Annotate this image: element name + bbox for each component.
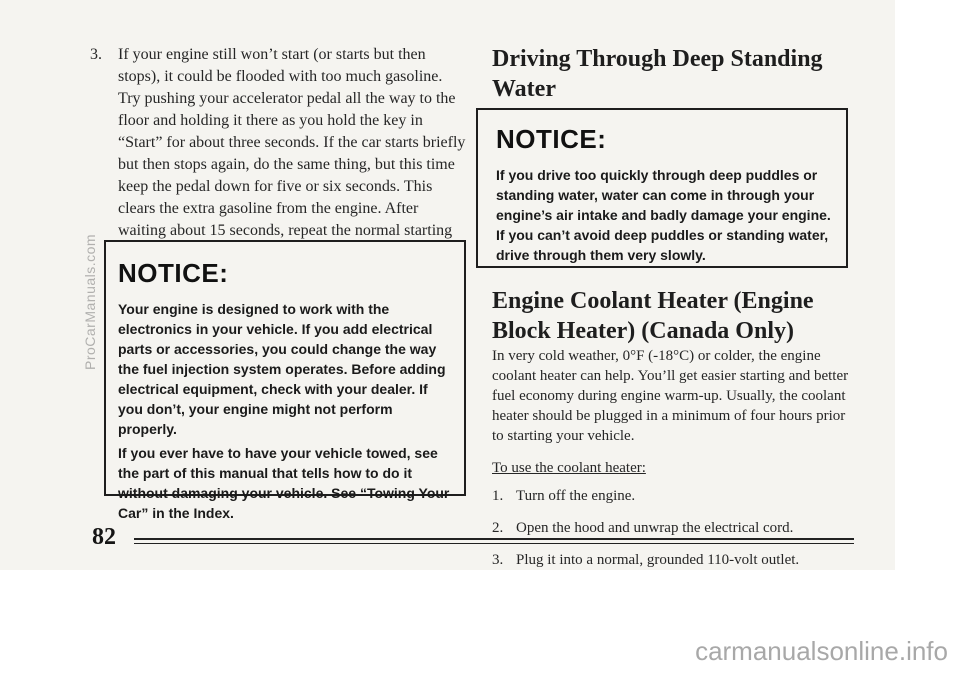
notice-paragraph-electronics: Your engine is designed to work with the electronics in your vehicle. If you add electrical parts or accessories, you could change the way the fuel injection system operates. Before adding electrical equipment, check with your dealer. If you don’t, your engine might not perform properly. <box>118 301 446 437</box>
watermark-vertical: ProCarManuals.com <box>82 233 98 370</box>
step-text: Turn off the engine. <box>516 488 636 504</box>
step-number: 2. <box>492 520 504 536</box>
list-item <box>492 486 852 506</box>
step-number: 3. <box>492 552 504 568</box>
notice-box-deep-water <box>476 108 848 268</box>
step-number: 1. <box>492 488 504 504</box>
notice-paragraph-towing: If you ever have to have your vehicle towed, see the part of this manual that tells how to do it without damaging your vehicle. See “Towing Your Car” in the Index. <box>118 445 450 521</box>
footer-rule-thin <box>134 543 854 544</box>
coolant-heater-usage-heading: To use the coolant heater: <box>492 460 646 476</box>
section-heading-deep-water: Driving Through Deep Standing Water <box>492 46 823 102</box>
coolant-heater-body: In very cold weather, 0°F (-18°C) or colder, the engine coolant heater can help. You’ll get easier starting and better fuel economy during engine warm-up. Usually, the coolant heater should be plugged in a minimum of four hours prior to starting your vehicle. <box>492 348 849 444</box>
step-text: Plug it into a normal, grounded 110-volt outlet. <box>516 552 800 568</box>
coolant-heater-steps <box>492 486 852 570</box>
list-item <box>492 550 852 570</box>
notice-title: NOTICE: <box>118 258 229 288</box>
section-heading-coolant-heater: Engine Coolant Heater (Engine Block Heater) (Canada Only) <box>492 288 814 344</box>
list-item <box>492 518 852 538</box>
notice-title: NOTICE: <box>496 124 607 154</box>
coolant-heater-section <box>492 346 852 582</box>
step-3 <box>90 44 466 264</box>
notice-paragraph-deep-water: If you drive too quickly through deep puddles or standing water, water can come in through your engine’s air intake and badly damage your engine. If you can’t avoid deep puddles or standing water, drive through them very slowly. <box>496 167 831 263</box>
step-3-text: If your engine still won’t start (or starts but then stops), it could be flooded with too much gasoline. Try pushing your accelerator pedal all the way to the floor and holding it there as you hold the key in “Start” for about three seconds. If the car starts briefly but then stops again, do the same thing, but this time keep the pedal down for five or six seconds. This clears the extra gasoline from the engine. After waiting about 15 seconds, repeat the normal starting <box>118 46 466 239</box>
notice-box-engine-electronics <box>104 240 466 521</box>
footer-rule <box>134 538 854 540</box>
page-number: 82 <box>92 524 116 550</box>
step-3-number: 3. <box>90 46 102 63</box>
left-column <box>90 44 466 264</box>
step-text: Open the hood and unwrap the electrical cord. <box>516 520 794 536</box>
watermark-bottom: carmanualsonline.info <box>695 636 948 666</box>
